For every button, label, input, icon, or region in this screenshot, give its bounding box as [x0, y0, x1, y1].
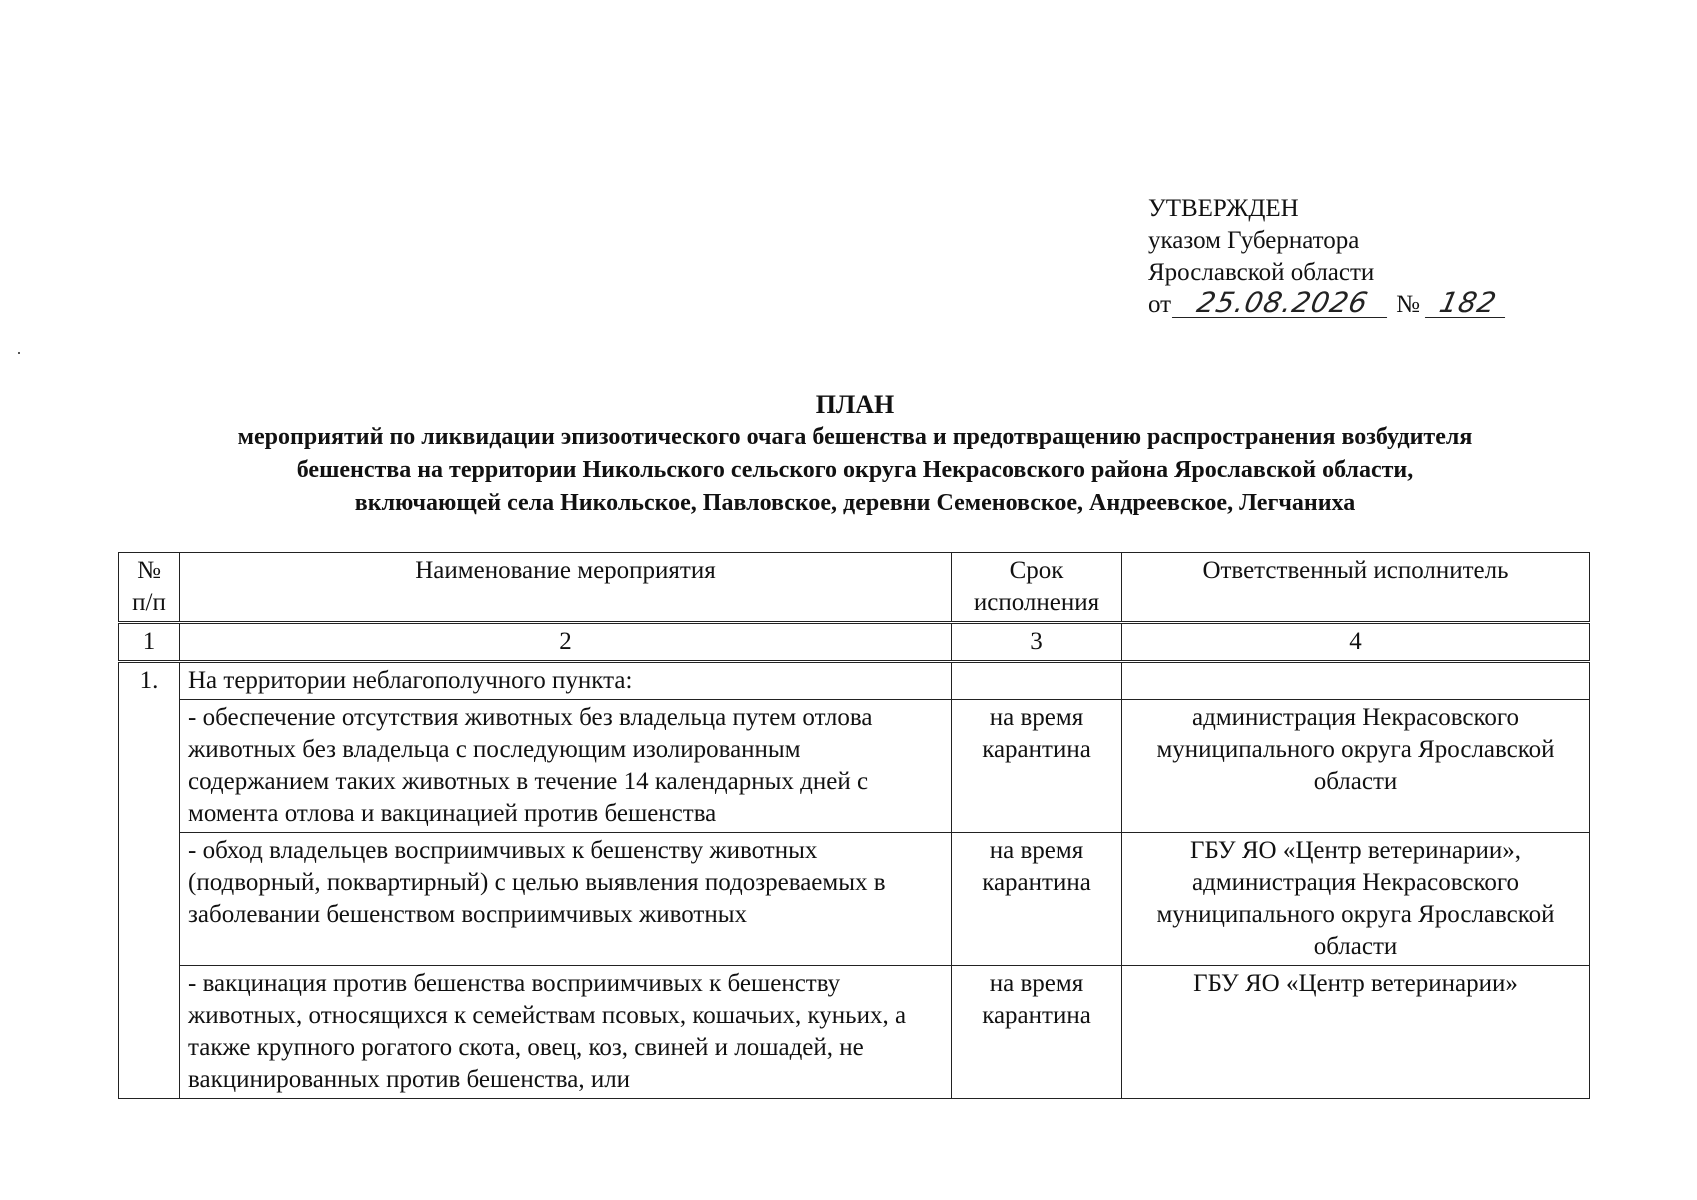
handwritten-number: 182 [1425, 289, 1511, 318]
column-number-1: 1 [119, 623, 180, 662]
activity-responsible: ГБУ ЯО «Центр ветеринарии», администрация Некрасовского муниципального округа Ярославской области [1122, 833, 1590, 966]
document-subtitle-line-2: бешенства на территории Никольского сельского округа Некрасовского района Ярославской области, [296, 457, 1414, 483]
number-label: № [1396, 291, 1420, 318]
header-deadline: Срок исполнения [952, 553, 1122, 623]
plan-table [118, 552, 1590, 1099]
approval-decree: указом Губернатора [1148, 227, 1360, 254]
approval-region: Ярославской области [1148, 259, 1375, 286]
header-activity-name: Наименование мероприятия [180, 553, 952, 623]
from-label: от [1148, 291, 1172, 318]
activity-name: - обеспечение отсутствия животных без владельца путем отлова животных без владельца с последующим изолированным содержанием таких животных в течение 14 календарных дней с момента отлова и вакцинацией против бешенства [180, 700, 952, 833]
column-number-3: 3 [952, 623, 1122, 662]
table-row [119, 700, 1590, 833]
section-title: На территории неблагополучного пункта: [180, 662, 952, 700]
header-responsible: Ответственный исполнитель [1122, 553, 1590, 623]
activity-name: - обход владельцев восприимчивых к бешенству животных (подворный, поквартирный) с целью выявления подозреваемых в заболевании бешенством восприимчивых животных [180, 833, 952, 966]
empty-cell [952, 662, 1122, 700]
activity-term: на время карантина [952, 966, 1122, 1099]
document-title-block [60, 388, 1650, 520]
activity-responsible: администрация Некрасовского муниципального округа Ярославской области [1122, 700, 1590, 833]
section-number: 1. [119, 662, 180, 1099]
table-row [119, 966, 1590, 1099]
table-row [119, 662, 1590, 700]
table-header-row [119, 553, 1590, 623]
empty-cell [1122, 662, 1590, 700]
document-subtitle-line-1: мероприятий по ликвидации эпизоотического очага бешенства и предотвращению распространения возбудителя [237, 424, 1473, 450]
column-number-4: 4 [1122, 623, 1590, 662]
activity-responsible: ГБУ ЯО «Центр ветеринарии» [1122, 966, 1590, 1099]
approval-date-number-line [1148, 286, 1508, 321]
handwritten-date: 25.08.2026 [1172, 289, 1393, 318]
table-row [119, 833, 1590, 966]
document-subtitle-line-3: включающей села Никольское, Павловское, деревни Семеновское, Андреевское, Легчаниха [354, 490, 1356, 516]
approval-heading: УТВЕРЖДЕН [1148, 195, 1299, 222]
column-number-2: 2 [180, 623, 952, 662]
column-number-row [119, 623, 1590, 662]
approval-stamp-block [1148, 193, 1508, 321]
document-title: ПЛАН [815, 390, 895, 419]
header-number: № п/п [119, 553, 180, 623]
scan-speck [18, 352, 20, 354]
activity-term: на время карантина [952, 833, 1122, 966]
activity-term: на время карантина [952, 700, 1122, 833]
activity-name: - вакцинация против бешенства восприимчивых к бешенству животных, относящихся к семействам псовых, кошачьих, куньих, а также крупного рогатого скота, овец, коз, свиней и лошадей, не вакцинированных против бешенства, или [180, 966, 952, 1099]
